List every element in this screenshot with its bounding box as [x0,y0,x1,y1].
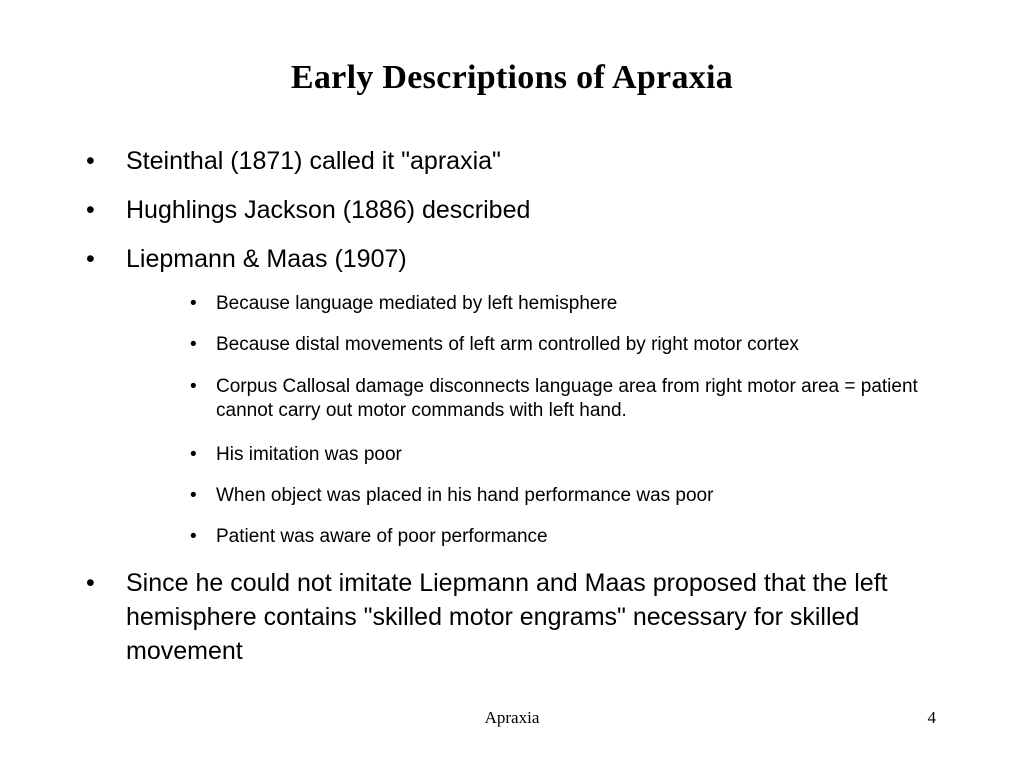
bullet-text: Steinthal (1871) called it "apraxia" [126,147,501,175]
footer-title: Apraxia [484,708,540,727]
sub-bullet-point [190,333,930,357]
bullet-point [86,144,946,178]
sub-bullet-marker: • [190,334,197,355]
sub-bullet-text: His imitation was poor [216,444,402,465]
slide-title: Early Descriptions of Apraxia [290,59,734,96]
sub-bullet-text: Corpus Callosal damage disconnects language area from right motor area = patient cannot carry out motor commands with left hand. [216,376,918,421]
bullet-text: Liepmann & Maas (1907) [126,245,407,273]
bullet-text: Since he could not imitate Liepmann and Maas proposed that the left hemisphere contains "skilled motor engrams" necessary for skilled movement [126,569,888,665]
sub-bullet-point [190,375,930,423]
bullet-point [86,566,946,668]
bullet-text: Hughlings Jackson (1886) described [126,196,531,224]
bullet-point [86,193,946,227]
bullet-marker: • [86,196,95,224]
bullet-marker: • [86,245,95,273]
sub-bullet-marker: • [190,526,197,547]
sub-bullet-point [190,484,930,508]
sub-bullet-text: When object was placed in his hand performance was poor [216,485,714,506]
sub-bullet-marker: • [190,485,197,506]
sub-bullet-point [190,525,930,549]
sub-bullet-marker: • [190,376,197,397]
page-number: 4 [927,708,936,727]
sub-bullet-text: Because language mediated by left hemisphere [216,293,618,314]
sub-bullet-marker: • [190,293,197,314]
sub-bullet-point [190,292,930,316]
bullet-point [86,242,946,276]
bullet-marker: • [86,147,95,175]
sub-bullet-text: Because distal movements of left arm controlled by right motor cortex [216,334,799,355]
sub-bullet-point [190,443,930,467]
sub-bullet-text: Patient was aware of poor performance [216,526,548,547]
bullet-marker: • [86,569,95,597]
sub-bullet-marker: • [190,444,197,465]
